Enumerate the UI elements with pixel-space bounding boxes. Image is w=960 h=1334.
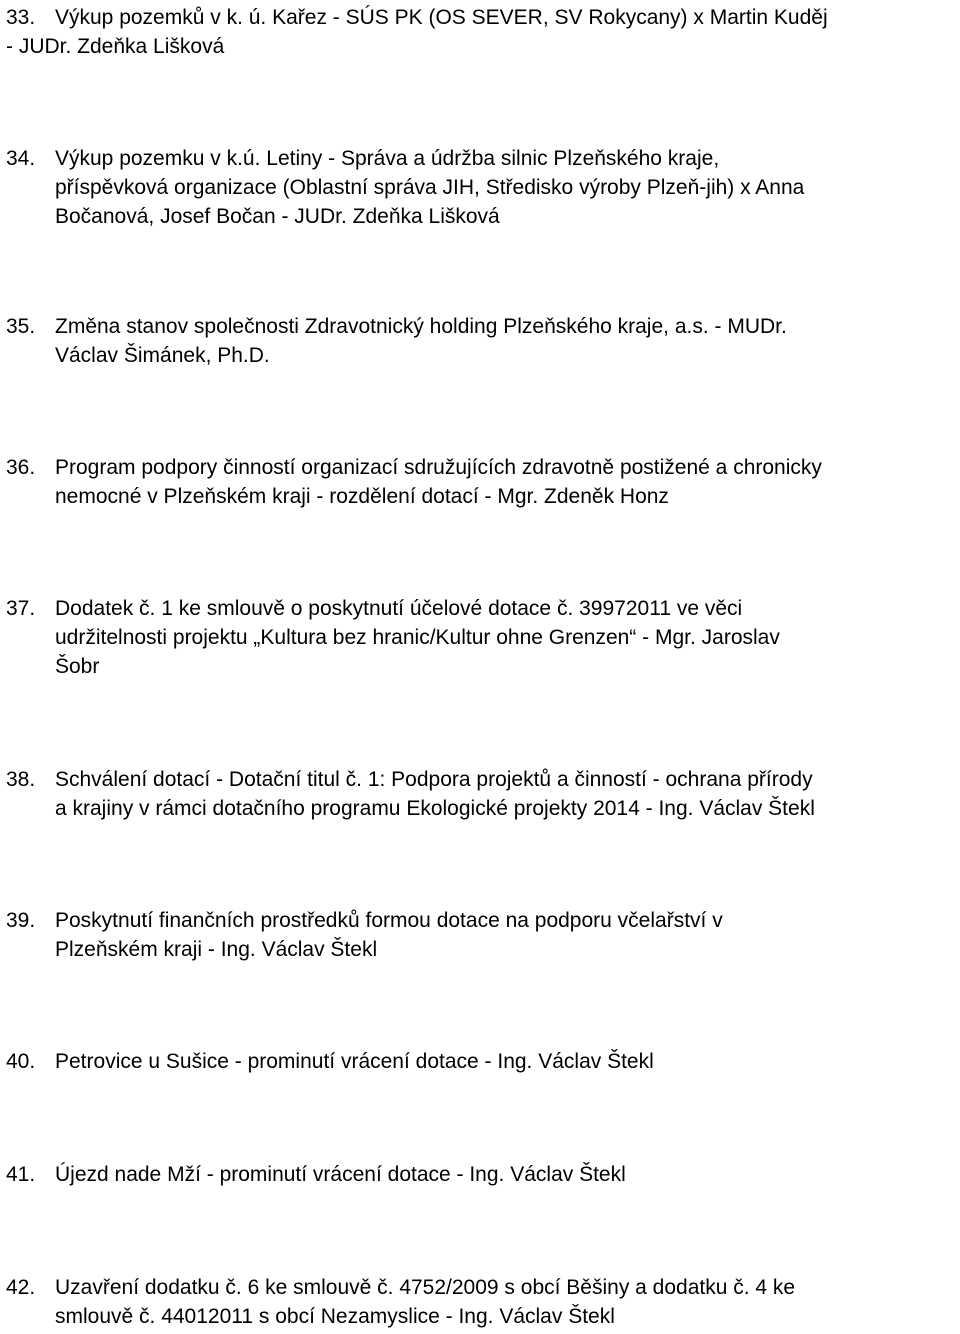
item-number: 37. [6, 597, 36, 620]
item-text-line: Výkup pozemků v k. ú. Kařez - SÚS PK (OS SEVER, SV Rokycany) x Martin Kuděj [55, 6, 828, 29]
item-text-line: Program podpory činností organizací sdružujících zdravotně postižené a chronicky [55, 456, 822, 479]
item-text-line: Petrovice u Sušice - prominutí vrácení dotace - Ing. Václav Štekl [55, 1050, 654, 1073]
item-text-line: příspěvková organizace (Oblastní správa JIH, Středisko výroby Plzeň-jih) x Anna [55, 176, 805, 199]
item-text-line: Schválení dotací - Dotační titul č. 1: Podpora projektů a činností - ochrana přírody [55, 768, 813, 791]
item-text [55, 1047, 955, 1076]
item-text-line: Poskytnutí finančních prostředků formou dotace na podporu včelařství v [55, 909, 723, 932]
item-text-line: Výkup pozemku v k.ú. Letiny - Správa a údržba silnic Plzeňského kraje, [55, 147, 720, 170]
item-text [55, 594, 955, 681]
item-text [55, 765, 955, 823]
item-text [55, 312, 955, 370]
item-number: 39. [6, 909, 36, 932]
item-text-line: Plzeňském kraji - Ing. Václav Štekl [55, 938, 378, 961]
item-number: 38. [6, 768, 36, 791]
item-text-line: Uzavření dodatku č. 6 ke smlouvě č. 4752/2009 s obcí Běšiny a dodatku č. 4 ke [55, 1276, 796, 1299]
item-number: 33. [6, 6, 36, 29]
item-text-line: Změna stanov společnosti Zdravotnický holding Plzeňského kraje, a.s. - MUDr. [55, 315, 787, 338]
item-text-line: Dodatek č. 1 ke smlouvě o poskytnutí účelové dotace č. 39972011 ve věci [55, 597, 743, 620]
item-text [55, 1273, 955, 1331]
item-text-line: a krajiny v rámci dotačního programu Ekologické projekty 2014 - Ing. Václav Štekl [55, 797, 815, 820]
item-text [55, 906, 955, 964]
item-text-line: smlouvě č. 44012011 s obcí Nezamyslice - Ing. Václav Štekl [55, 1305, 615, 1328]
item-text-line: nemocné v Plzeňském kraji - rozdělení dotací - Mgr. Zdeněk Honz [55, 485, 669, 508]
item-number: 35. [6, 315, 36, 338]
item-text-line: - JUDr. Zdeňka Lišková [6, 35, 225, 58]
item-text [55, 453, 955, 511]
item-number: 34. [6, 147, 36, 170]
item-text-line: Újezd nade Mží - prominutí vrácení dotace - Ing. Václav Štekl [55, 1163, 626, 1186]
item-text-line: Václav Šimánek, Ph.D. [55, 344, 270, 367]
item-number: 42. [6, 1276, 36, 1299]
item-number: 36. [6, 456, 36, 479]
item-text [55, 144, 955, 231]
item-number: 40. [6, 1050, 36, 1073]
item-number: 41. [6, 1163, 36, 1186]
item-text [55, 1160, 955, 1189]
item-text-line: Šobr [55, 655, 100, 678]
item-text-line: Bočanová, Josef Bočan - JUDr. Zdeňka Lišková [55, 205, 500, 228]
item-text-line: udržitelnosti projektu „Kultura bez hranic/Kultur ohne Grenzen“ - Mgr. Jaroslav [55, 626, 780, 649]
